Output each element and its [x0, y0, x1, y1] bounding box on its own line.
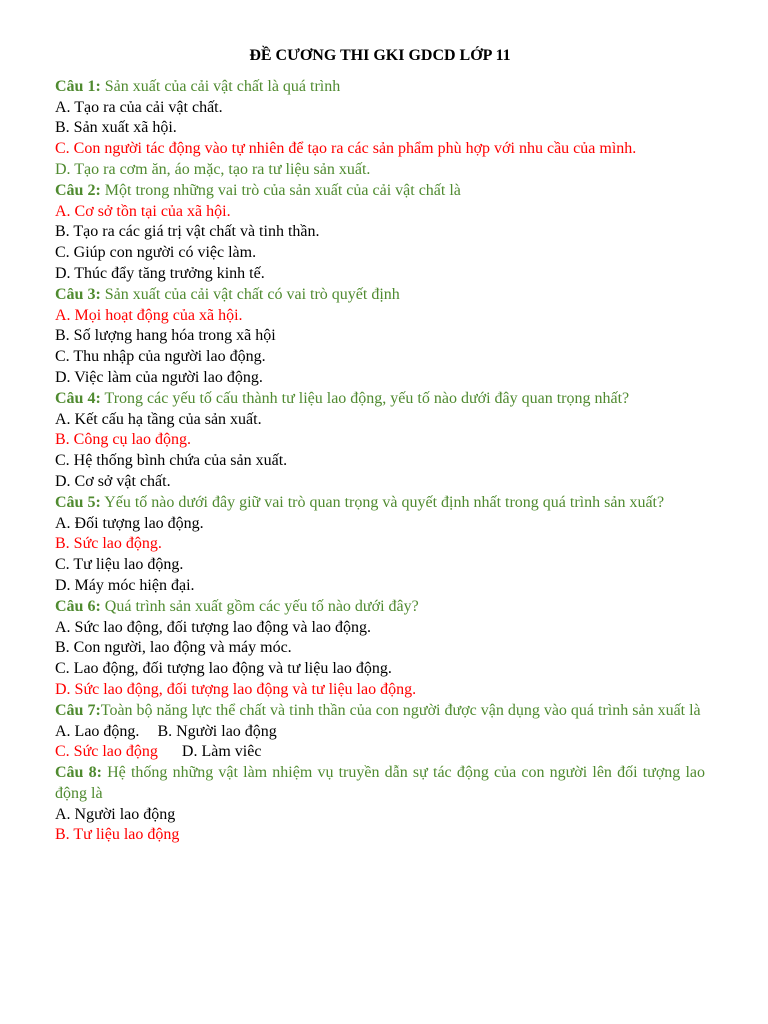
question-7 — [55, 701, 705, 763]
question-3-stem — [55, 285, 705, 306]
option-b-answer: B. Sức lao động. — [55, 535, 162, 553]
question-number: Câu 8: — [55, 764, 102, 782]
question-1 — [55, 77, 705, 181]
question-text: Sản xuất của cải vật chất là quá trình — [100, 77, 341, 95]
question-4-stem — [55, 389, 705, 410]
question-2-stem — [55, 181, 705, 202]
option-b: B. Sản xuất xã hội. — [55, 119, 177, 137]
option-c: C. Giúp con người có việc làm. — [55, 244, 257, 262]
option-b: B. Người lao động — [157, 722, 277, 740]
question-number: Câu 6: — [55, 597, 101, 615]
option-a: A. Đối tượng lao động. — [55, 514, 204, 532]
question-text: Một trong những vai trò của sản xuất của cải vật chất là — [100, 181, 461, 199]
option-c: C. Thu nhập của người lao động. — [55, 348, 266, 366]
question-text: Trong các yếu tố cấu thành tư liệu lao động, yếu tố nào dưới đây quan trọng nhất? — [100, 389, 630, 407]
option-b: B. Số lượng hang hóa trong xã hội — [55, 327, 276, 345]
option-c-answer: C. Sức lao động — [55, 743, 158, 761]
option-row-1 — [55, 722, 705, 743]
question-text: Quá trình sản xuất gồm các yếu tố nào dưới đây? — [100, 597, 419, 615]
question-number: Câu 5: — [55, 493, 101, 511]
option-d: D. Thúc đẩy tăng trưởng kinh tế. — [55, 264, 265, 282]
option-b-answer: B. Tư liệu lao động — [55, 826, 180, 844]
option-a: A. Người lao động — [55, 805, 176, 823]
question-number: Câu 3: — [55, 285, 101, 303]
question-6-stem — [55, 597, 705, 618]
question-text: Sản xuất của cải vật chất có vai trò quyết định — [100, 285, 400, 303]
question-4 — [55, 389, 705, 493]
question-6 — [55, 597, 705, 701]
option-b: B. Tạo ra các giá trị vật chất và tinh thần. — [55, 223, 320, 241]
question-2 — [55, 181, 705, 285]
option-d: D. Làm viêc — [181, 743, 262, 761]
option-a: A. Sức lao động, đối tượng lao động và lao động. — [55, 618, 371, 636]
question-text: Yếu tố nào dưới đây giữ vai trò quan trọng và quyết định nhất trong quá trình sản xuất? — [100, 493, 665, 511]
question-number: Câu 4: — [55, 389, 101, 407]
option-a: A. Tạo ra của cải vật chất. — [55, 98, 223, 116]
option-a: A. Kết cấu hạ tầng của sản xuất. — [55, 410, 262, 428]
question-7-stem — [55, 701, 705, 722]
option-b-answer: B. Công cụ lao động. — [55, 431, 191, 449]
option-a-answer: A. Mọi hoạt động của xã hội. — [55, 306, 243, 324]
option-c-answer: C. Con người tác động vào tự nhiên để tạo ra các sản phẩm phù hợp với nhu cầu của mình. — [55, 140, 637, 158]
document-page — [55, 46, 705, 846]
option-d: D. Máy móc hiện đại. — [55, 576, 195, 594]
option-b: B. Con người, lao động và máy móc. — [55, 639, 292, 657]
question-number: Câu 7: — [55, 701, 101, 719]
question-number: Câu 1: — [55, 77, 101, 95]
question-3 — [55, 285, 705, 389]
question-text: Toàn bộ năng lực thể chất và tinh thần của con người được vận dụng vào quá trình sản xuất là — [100, 701, 701, 719]
option-c: C. Hệ thống bình chứa của sản xuất. — [55, 452, 288, 470]
question-1-stem — [55, 77, 705, 98]
option-row-2 — [55, 742, 705, 763]
question-5 — [55, 493, 705, 597]
question-8 — [55, 763, 705, 846]
option-c: C. Lao động, đối tượng lao động và tư liệu lao động. — [55, 660, 392, 678]
document-title: ĐỀ CƯƠNG THI GKI GDCD LỚP 11 — [249, 47, 511, 64]
option-d-answer: D. Sức lao động, đối tượng lao động và tư liệu lao động. — [55, 680, 417, 698]
option-c: C. Tư liệu lao động. — [55, 556, 184, 574]
question-8-stem — [55, 763, 705, 805]
question-5-stem — [55, 493, 705, 514]
question-number: Câu 2: — [55, 181, 101, 199]
option-d: D. Cơ sở vật chất. — [55, 472, 171, 490]
option-d: D. Việc làm của người lao động. — [55, 368, 263, 386]
question-text: Hệ thống những vật làm nhiệm vụ truyền dẫn sự tác động của con người lên đối tượng lao động là — [55, 764, 706, 802]
option-a: A. Lao động. — [55, 722, 140, 740]
option-a-answer: A. Cơ sở tồn tại của xã hội. — [55, 202, 231, 220]
option-d: D. Tạo ra cơm ăn, áo mặc, tạo ra tư liệu sản xuất. — [55, 160, 371, 178]
